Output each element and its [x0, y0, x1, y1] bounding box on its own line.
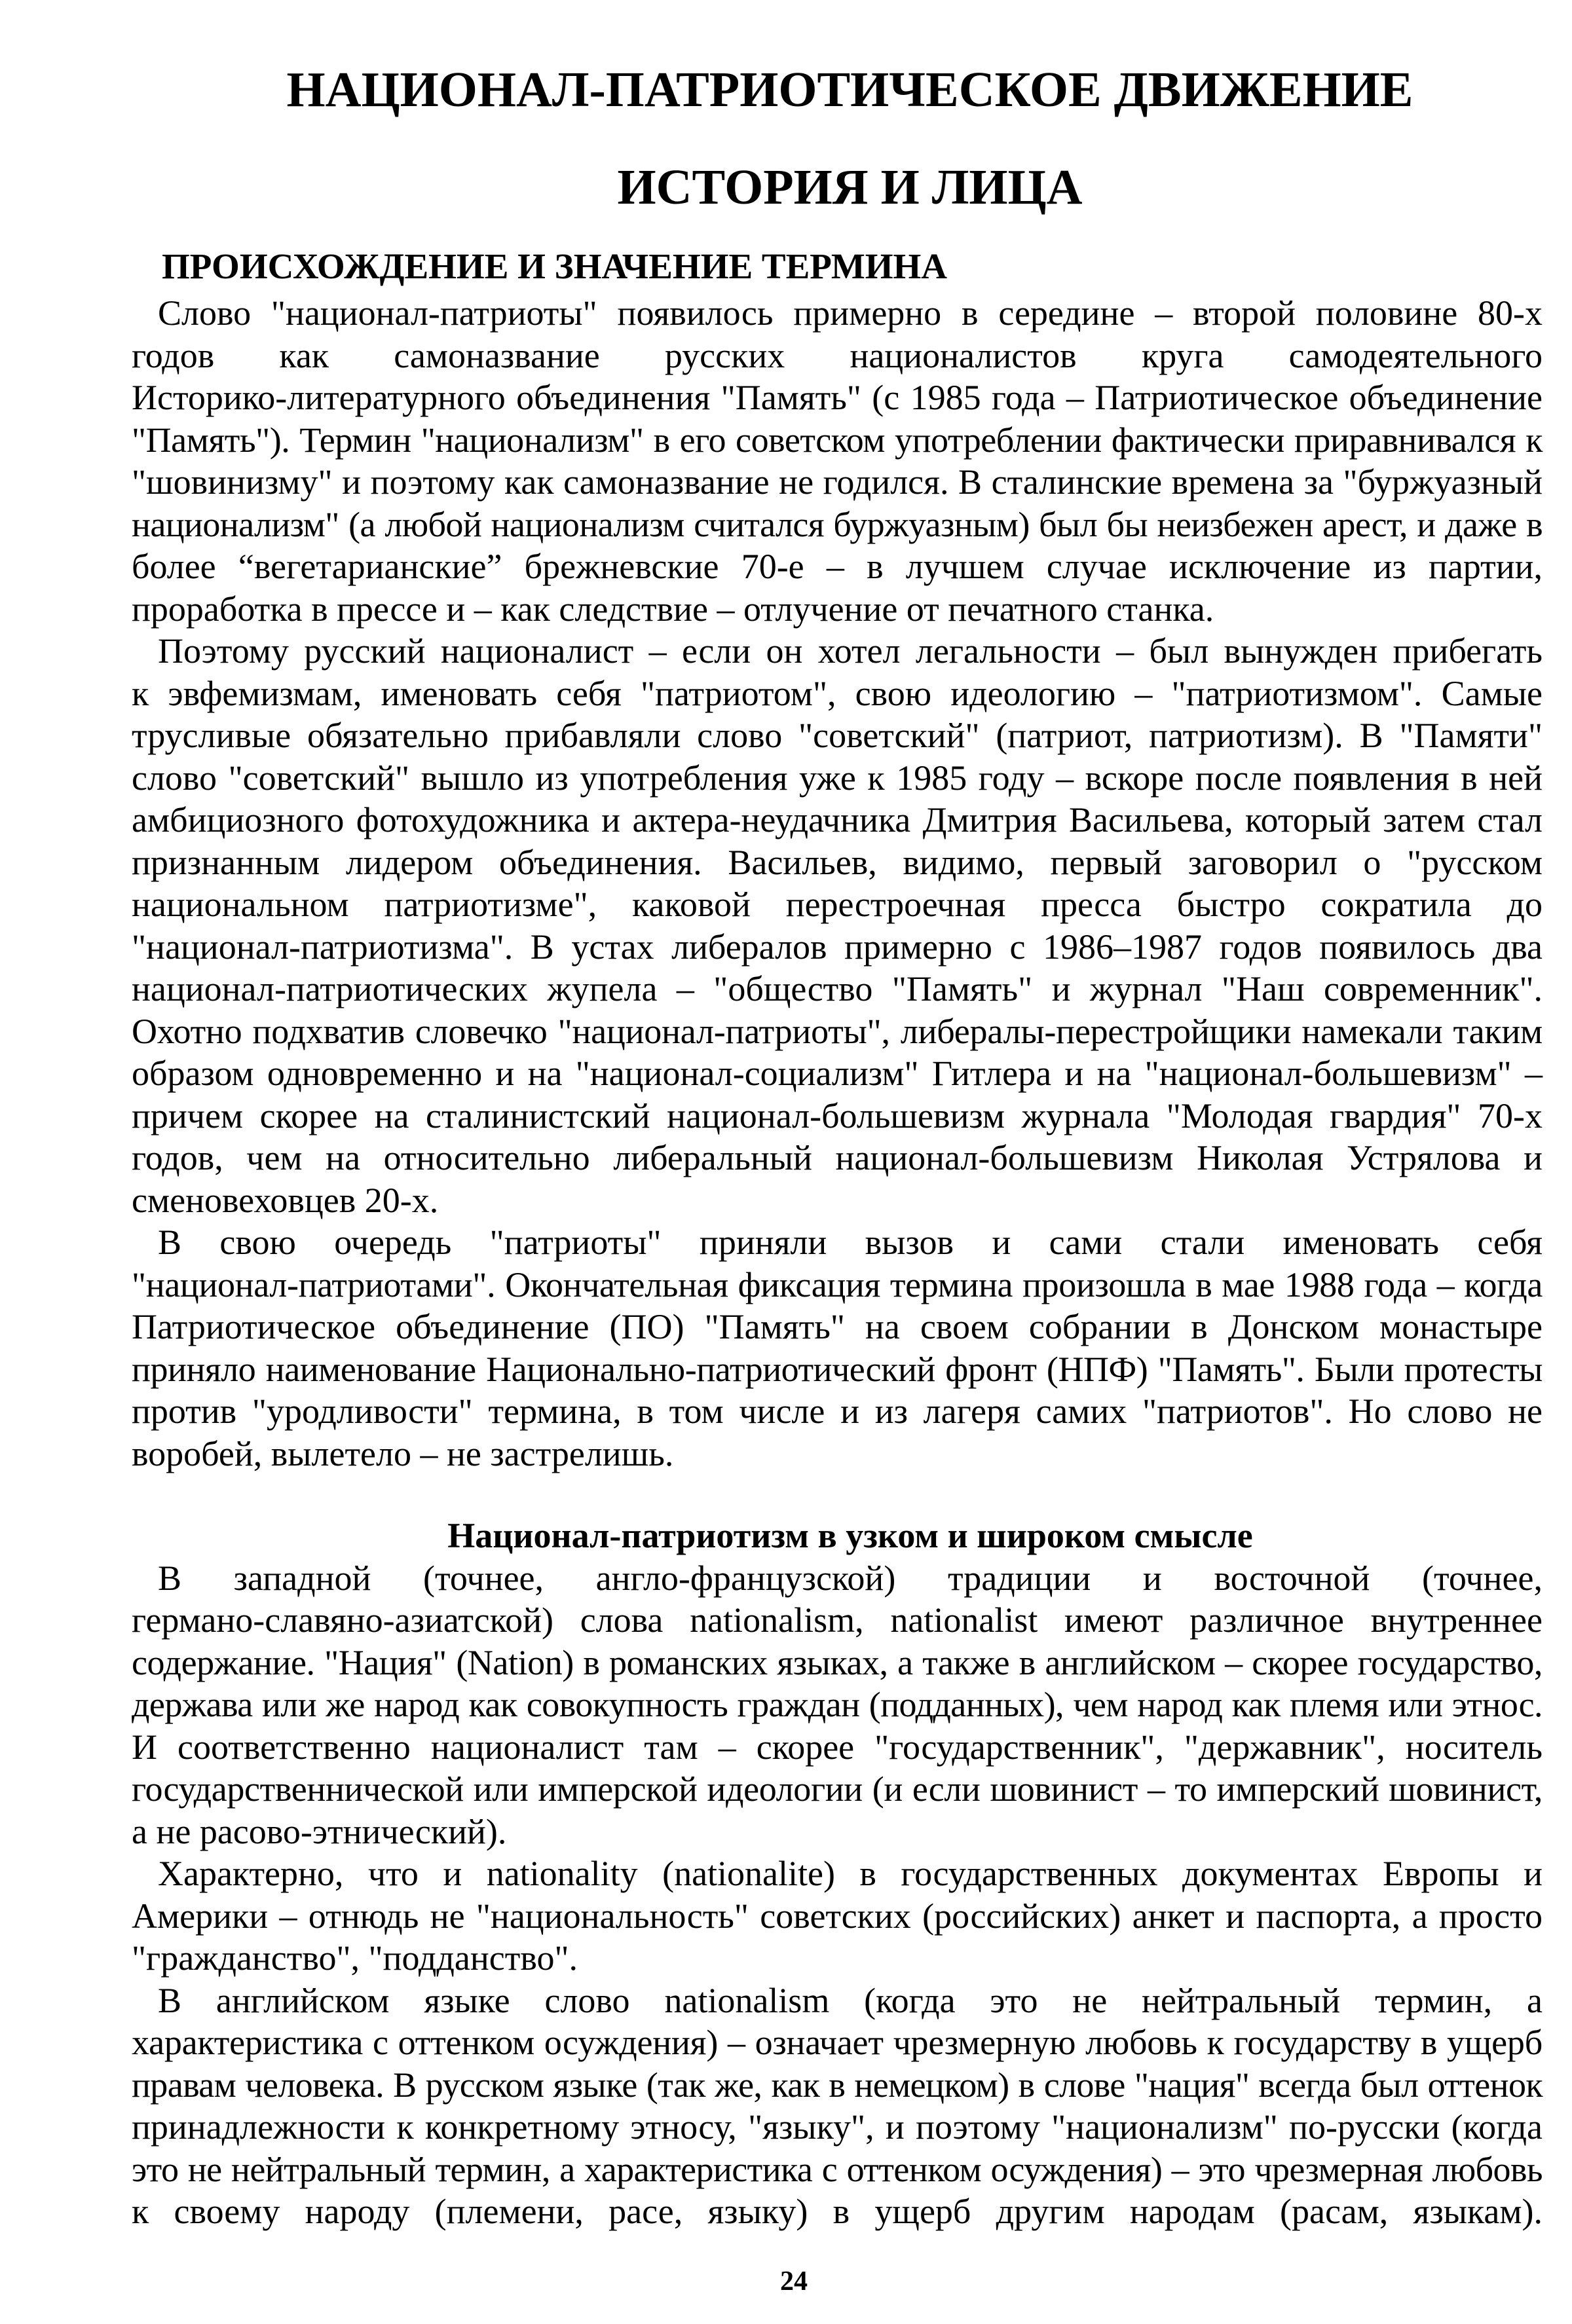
text-line: проработка в прессе и – как следствие – отлучение от печатного станка. — [132, 589, 1214, 629]
section-heading-narrow-broad: Национал-патриотизм в узком и широком смысле — [447, 1516, 1253, 1555]
text-line: "национал-патриотизма". В устах либералов примерно с 1986–1987 годов появилось два — [132, 927, 1543, 967]
text-line: причем скорее на сталинистский национал-большевизм журнала "Молодая гвардия" 70-х — [132, 1096, 1543, 1135]
text-line: германо-славяно-азиатской) слова nationalism, nationalist имеют различное внутреннее — [132, 1600, 1543, 1640]
text-line: характеристика с оттенком осуждения) – означает чрезмерную любовь к государству в ущерб — [132, 2023, 1543, 2062]
text-line: образом одновременно и на "национал-социализм" Гитлера и на "национал-большевизм" – — [132, 1054, 1543, 1093]
text-line: государственнической или имперской идеологии (и если шовинист – то имперский шовинист, — [132, 1769, 1543, 1809]
paragraph — [132, 1221, 1543, 1475]
text-line: В свою очередь "патриоты" приняли вызов и сами стали именовать себя — [158, 1223, 1543, 1262]
text-line: Характерно, что и nationality (nationalite) в государственных документах Европы и — [158, 1854, 1543, 1893]
section-origin — [132, 292, 1543, 1475]
text-line: национализм" (а любой национализм считался буржуазным) был бы неизбежен арест, и даже в — [132, 504, 1543, 544]
text-line: против "уродливости" термина, в том числе и из лагеря самих "патриотов". Но слово не — [132, 1392, 1543, 1431]
document-title: НАЦИОНАЛ-ПАТРИОТИЧЕСКОЕ ДВИЖЕНИЕ — [286, 62, 1413, 117]
text-line: И соответственно националист там – скорее "государственник", "державник", носитель — [132, 1727, 1543, 1767]
text-line: принадлежности к конкретному этносу, "языку", и поэтому "национализм" по-русски (когда — [132, 2107, 1543, 2147]
text-line: более “вегетарианские” брежневские 70-е – в лучшем случае исключение из партии, — [132, 547, 1543, 586]
section-narrow-broad — [132, 1557, 1543, 2233]
text-line: "гражданство", "подданство". — [132, 1938, 578, 1978]
text-line: годов, чем на относительно либеральный национал-большевизм Николая Устрялова и — [132, 1138, 1543, 1177]
text-line: признанным лидером объединения. Васильев, видимо, первый заговорил о "русском — [132, 842, 1543, 882]
text-line: "Память"). Термин "национализм" в его советском употреблении фактически приравнивался к — [132, 420, 1543, 460]
text-line: трусливые обязательно прибавляли слово "советский" (патриот, патриотизм). В "Памяти" — [132, 716, 1543, 755]
text-line: В английском языке слово nationalism (когда это не нейтральный термин, а — [158, 1980, 1543, 2020]
text-line: сменовеховцев 20-х. — [132, 1180, 439, 1220]
text-line: к своему народу (племени, расе, языку) в ущерб другим народам (расам, языкам). — [132, 2192, 1543, 2231]
text-line: Поэтому русский националист – если он хотел легальности – был вынужден прибегать — [158, 631, 1543, 671]
text-line: слово "советский" вышло из употребления уже к 1985 году – вскоре после появления в ней — [132, 758, 1543, 798]
text-line: приняло наименование Национально-патриотический фронт (НПФ) "Память". Были протесты — [132, 1349, 1543, 1389]
text-line: амбициозного фотохудожника и актера-неудачника Дмитрия Васильева, который затем стал — [132, 800, 1543, 839]
text-line: В западной (точнее, англо-французской) традиции и восточной (точнее, — [158, 1558, 1543, 1598]
text-line: к эвфемизмам, именовать себя "патриотом", свою идеологию – "патриотизмом". Самые — [132, 673, 1543, 713]
text-line: Слово "национал-патриоты" появилось примерно в середине – второй половине 80-х — [158, 293, 1543, 333]
page-number: 24 — [780, 2266, 808, 2296]
body-text — [132, 292, 1543, 2233]
text-line: национальном патриотизме", каковой перестроечная пресса быстро сократила до — [132, 885, 1543, 924]
paragraph — [132, 1557, 1543, 1853]
text-line: годов как самоназвание русских националистов круга самодеятельного — [132, 335, 1543, 375]
text-line: правам человека. В русском языке (так же, как в немецком) в слове "нация" всегда был оттенок — [132, 2065, 1543, 2105]
text-line: это не нейтральный термин, а характеристика с оттенком осуждения) – это чрезмерная любовь — [132, 2149, 1543, 2189]
paragraph — [132, 1853, 1543, 1980]
text-line: Охотно подхватив словечко "национал-патриоты", либералы-перестройщики намекали таким — [132, 1011, 1543, 1051]
text-line: держава или же народ как совокупность граждан (подданных), чем народ как племя или этнос. — [132, 1685, 1543, 1724]
text-line: "шовинизму" и поэтому как самоназвание не годился. В сталинские времена за "буржуазный — [132, 462, 1543, 502]
document-subtitle: ИСТОРИЯ И ЛИЦА — [617, 160, 1083, 215]
text-line: Патриотическое объединение (ПО) "Память" на своем собрании в Донском монастыре — [132, 1307, 1543, 1346]
text-line: воробей, вылетело – не застрелишь. — [132, 1433, 674, 1473]
section-heading-origin: ПРОИСХОЖДЕНИЕ И ЗНАЧЕНИЕ ТЕРМИНА — [162, 246, 948, 286]
text-line: а не расово-этнический). — [132, 1811, 507, 1851]
text-line: национал-патриотических жупела – "общество "Память" и журнал "Наш современник". — [132, 969, 1543, 1008]
text-line: содержание. "Нация" (Nation) в романских языках, а также в английском – скорее государство, — [132, 1642, 1543, 1682]
text-line: Историко-литературного объединения "Память" (с 1985 года – Патриотическое объединение — [132, 378, 1543, 417]
text-line: Америки – отнюдь не "национальность" советских (российских) анкет и паспорта, а просто — [132, 1896, 1543, 1936]
paragraph — [132, 292, 1543, 630]
text-line: "национал-патриотами". Окончательная фиксация термина произошла в мае 1988 года – когда — [132, 1264, 1543, 1304]
paragraph — [132, 1980, 1543, 2233]
paragraph — [132, 630, 1543, 1221]
